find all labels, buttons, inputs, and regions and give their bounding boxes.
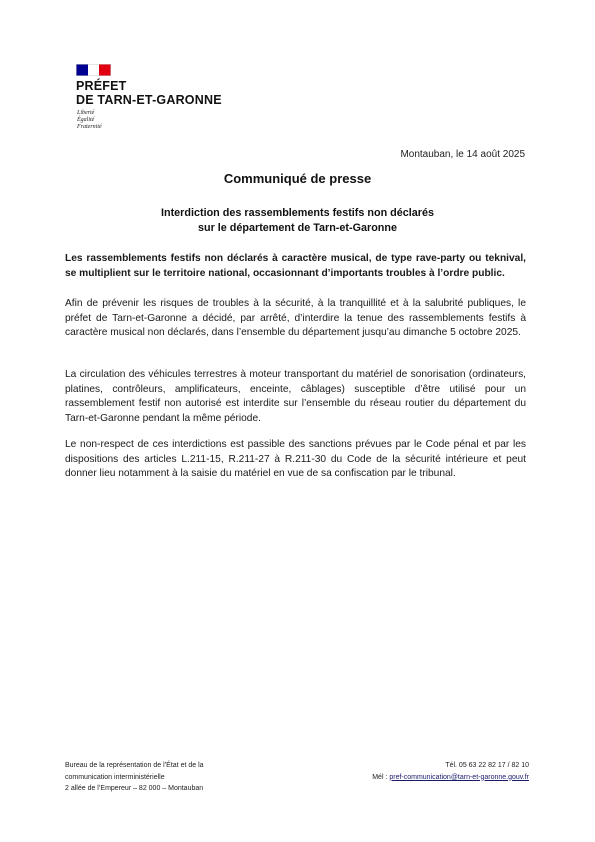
republic-motto	[77, 110, 102, 131]
subtitle-line-1: Interdiction des rassemblements festifs non déclarés	[160, 207, 434, 219]
footer-line-1: Bureau de la représentation de l’État et de la	[65, 762, 204, 769]
vehicle-paragraph: La circulation des véhicules terrestres à moteur transportant du matériel de sonorisation (ordinateurs, platines, contrôleurs, amplificateurs, enceinte, câblages) susceptible d’être utilisé pour un rassemblement festif non autorisé est interdite sur l’ensemble du réseau routier du département du Tarn-et-Garonne pendant la même période.	[65, 369, 526, 424]
footer-email-line	[372, 772, 529, 784]
sanctions-paragraph: Le non-respect de ces interdictions est passible des sanctions prévues par le Code pénal et par les dispositions des articles L.211-15, R.211-27 à R.211-30 du Code de la sécurité intérieure et peut donner lieu notamment à la saisie du matériel en vue de sa confiscation par le tribunal.	[65, 439, 526, 480]
intro-paragraph: Les rassemblements festifs non déclarés à caractère musical, de type rave-party ou teknival, se multiplient sur le territoire national, occasionnant d’importants troubles à l’ordre public.	[65, 253, 526, 279]
motto-egalite: Égalité	[77, 117, 95, 123]
subtitle-line-2: sur le département de Tarn-et-Garonne	[198, 222, 397, 234]
page-title: Communiqué de presse	[223, 171, 372, 186]
footer-contact	[372, 760, 529, 783]
footer-line-2: communication interministérielle	[65, 773, 165, 781]
motto-liberte: Liberté	[77, 110, 95, 116]
press-subtitle	[0, 206, 595, 236]
prefet-line-1: PRÉFET	[76, 79, 127, 93]
flag-border	[76, 64, 111, 76]
date-line: Montauban, le 14 août 2025	[400, 149, 525, 160]
footer-address	[65, 760, 204, 795]
motto-fraternite: Fraternité	[77, 124, 102, 130]
footer-line-3: 2 allée de l’Empereur – 82 000 – Montauban	[65, 785, 204, 792]
prefet-logo-text	[76, 80, 222, 107]
footer-email-label: Mél :	[372, 773, 390, 781]
decision-paragraph: Afin de prévenir les risques de troubles à la sécurité, à la tranquillité et à la salubrité publiques, le préfet de Tarn-et-Garonne a décidé, par arrêté, d’interdire la tenue des rassemblements festifs à caractère musical non déclarés, dans l’ensemble du département jusqu’au dimanche 5 octobre 2025.	[65, 298, 526, 339]
footer-phone: Tél. 05 63 22 82 17 / 82 10	[445, 762, 529, 769]
prefet-line-2: DE TARN-ET-GARONNE	[76, 92, 222, 107]
footer-email-link[interactable]: pref-communication@tarn-et-garonne.gouv.fr	[389, 773, 529, 781]
